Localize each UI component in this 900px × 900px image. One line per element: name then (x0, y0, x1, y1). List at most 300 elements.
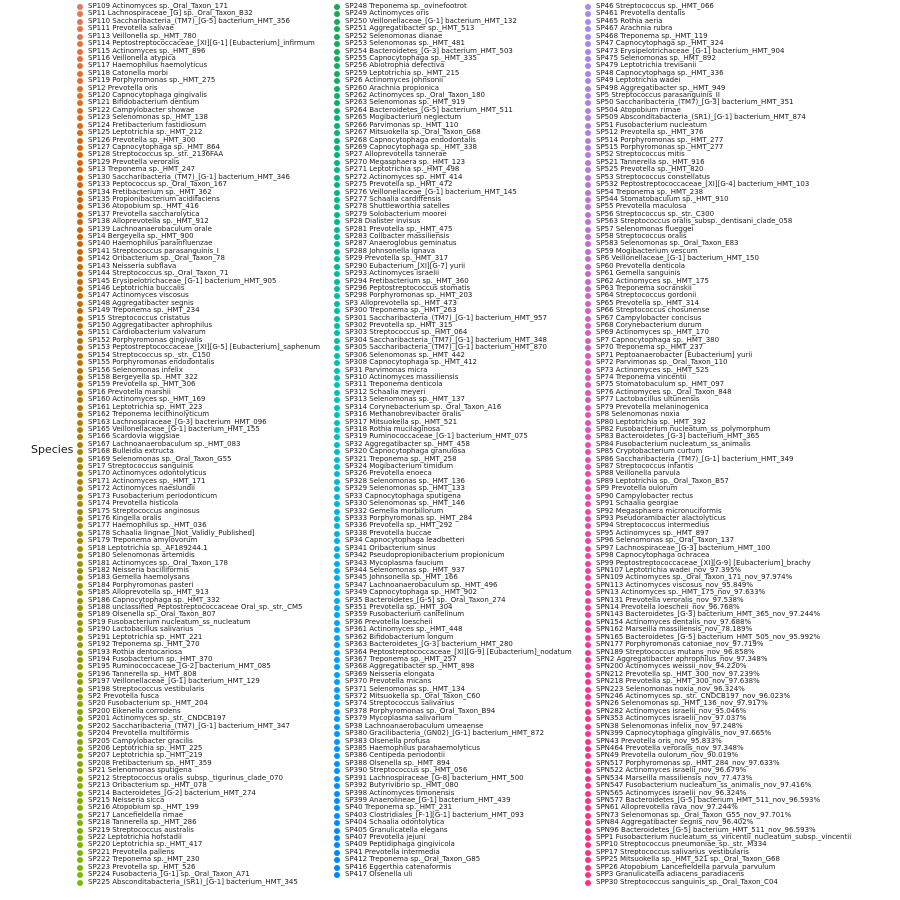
legend-swatch (77, 739, 83, 745)
legend-label: SP148 Aggregatibacter segnis (88, 298, 194, 307)
legend-label: SPN399 Capnocytophaga gingivalis_nov_97.665% (596, 729, 772, 738)
legend-swatch (77, 635, 83, 641)
legend-label: SP283 Collbacter massiliensis (345, 232, 450, 241)
legend-swatch (77, 26, 83, 32)
legend-swatch (585, 204, 591, 210)
legend-label: SP130 Saccharibacteria_(TM7)_[G-1] bacterium_HMT_346 (88, 172, 290, 181)
legend-label: SPN223 Selenomonas noxia_nov_96.324% (596, 684, 745, 693)
legend-swatch (77, 390, 83, 396)
legend-swatch (334, 175, 340, 181)
legend-title: Species (31, 443, 74, 456)
legend-label: SP267 Mitsuokella sp._Oral_Taxon_G68 (345, 128, 481, 137)
legend-swatch (585, 19, 591, 25)
legend-swatch (585, 768, 591, 774)
legend-swatch (585, 41, 591, 47)
legend-swatch (77, 731, 83, 737)
legend-label: SP220 Leptotrichia sp._HMT_417 (88, 840, 203, 849)
legend-label: SP269 Capnocytophaga sp._HMT_338 (345, 142, 477, 151)
legend-label: SP185 Alloprevotella sp._HMT_913 (88, 588, 209, 597)
legend-label: SPN109 Actinomyces sp._Oral_Taxon_171_nov_97.974% (596, 573, 793, 582)
legend-label: SP254 Bacteroidetes_[G-3] bacterium_HMT_503 (345, 46, 513, 55)
legend-label: SP369 Neisseria elongata (345, 669, 435, 678)
legend-label: SP147 Actinomyces viscosus (88, 291, 189, 300)
legend-label: SP319 Ruminococcaceae_[G-1] bacterium_HMT_075 (345, 432, 528, 441)
legend-swatch (334, 293, 340, 299)
legend-swatch (77, 323, 83, 329)
legend-label: SP390 Streptococcus sp._HMT_056 (345, 766, 468, 775)
legend-swatch (334, 212, 340, 218)
legend-label: SP55 Prevotella maculosa (596, 202, 687, 211)
legend-swatch (585, 26, 591, 32)
legend-swatch (334, 820, 340, 826)
legend-label: SP305 Saccharibacteria_(TM7)_[G-1] bacterium_HMT_870 (345, 343, 547, 352)
legend-swatch (334, 167, 340, 173)
legend-swatch (77, 405, 83, 411)
legend-swatch (585, 100, 591, 106)
legend-label: SP504 Atopobium rimae (596, 105, 681, 114)
legend-label: SP251 Aggregatibacter sp._HMT_513 (345, 24, 475, 33)
legend-swatch (77, 249, 83, 255)
legend-swatch (77, 375, 83, 381)
legend-swatch (585, 316, 591, 322)
legend-swatch (77, 687, 83, 693)
legend-swatch (334, 375, 340, 381)
legend-label: SP374 Streptococcus salivarius (345, 699, 455, 708)
legend-label: SP77 Lactobacillus ultunensis (596, 395, 700, 404)
legend-label: SP165 Veillonellaceae_[G-1] bacterium_HMT_155 (88, 424, 260, 433)
legend-swatch (334, 71, 340, 77)
legend-swatch (334, 731, 340, 737)
legend-swatch (585, 442, 591, 448)
legend-swatch (585, 590, 591, 596)
legend-label: SP117 Haemophilus haemolyticus (88, 61, 208, 70)
legend-swatch (334, 420, 340, 426)
legend-label: SP268 Capnocytophaga endodontalis (345, 135, 476, 144)
legend-label: SP475 Selenomonas sp._HMT_892 (596, 53, 716, 62)
legend-label: SP403 Clostridiales_[F-1][G-1] bacterium_HMT_093 (345, 810, 524, 819)
legend-label: SP367 Treponema sp._HMT_257 (345, 654, 457, 663)
legend-swatch (585, 375, 591, 381)
legend-swatch (77, 138, 83, 144)
legend-swatch (77, 241, 83, 247)
legend-label: SPN73 Selenomonas sp._Oral_Taxon_G55_nov_97.701% (596, 810, 792, 819)
legend-swatch (585, 538, 591, 544)
legend-swatch (334, 486, 340, 492)
legend-swatch (334, 86, 340, 92)
legend-swatch (77, 63, 83, 69)
legend-label: SP279 Solobacterium moorei (345, 209, 447, 218)
legend-label: SP206 Leptotrichia sp._HMT_225 (88, 744, 203, 752)
legend-swatch (77, 813, 83, 819)
legend-label: SP87 Streptococcus infantis (596, 462, 694, 471)
legend-label: SP525 Prevotella sp._HMT_820 (596, 165, 704, 174)
legend-label: SP153 Peptostreptococcaceae_[XI][G-5] [Eubacterium]_saphenum (88, 343, 321, 352)
legend-swatch (334, 598, 340, 604)
legend-swatch (334, 739, 340, 745)
legend-label: SP155 Porphyromonas endodontalis (88, 358, 215, 367)
legend-label: SP336 Prevotella sp._HMT_292 (345, 521, 453, 530)
legend-swatch (77, 93, 83, 99)
legend-label: SP72 Parvimonas sp._Oral_Taxon_110 (596, 358, 728, 367)
legend-label: SP65 Prevotella sp._HMT_314 (596, 298, 700, 307)
legend-swatch (77, 108, 83, 114)
legend-label: SP333 Porphyromonas sp._HMT_284 (345, 513, 473, 522)
legend-swatch (585, 123, 591, 129)
legend-label: SP256 Abiotrophia defectiva (345, 61, 445, 70)
legend-label: SP407 Prevotella jejuni (345, 833, 426, 842)
legend-swatch (585, 271, 591, 277)
legend-swatch (334, 865, 340, 871)
legend-swatch (334, 798, 340, 804)
legend-label: SP27 Alloprevotella tannerae (345, 150, 447, 159)
legend-label: SP318 Rothia mucilaginosa (345, 424, 441, 433)
legend-swatch (77, 442, 83, 448)
legend-swatch (77, 850, 83, 856)
legend-label: SP290 Eubacterium_[XI][G-7] yurii (345, 261, 466, 270)
legend-swatch (585, 360, 591, 366)
legend-swatch (77, 264, 83, 270)
legend-swatch (334, 338, 340, 344)
legend-label: SP281 Prevotella sp._HMT_475 (345, 224, 453, 233)
legend-label: SP174 Prevotella histicola (88, 499, 179, 508)
legend-label: SP293 Actinomyces israelii (345, 269, 440, 278)
legend-swatch (585, 531, 591, 537)
legend-label: SP378 Porphyromonas sp._Oral_Taxon_B94 (345, 706, 496, 715)
legend-swatch (585, 642, 591, 648)
legend-label: SP36 Prevotella loescheii (345, 617, 433, 626)
legend-swatch (77, 857, 83, 863)
legend-swatch (585, 182, 591, 188)
legend-label: SP275 Prevotella sp._HMT_472 (345, 180, 453, 189)
legend-swatch (334, 805, 340, 811)
legend-label: SP29 Prevotella sp._HMT_317 (345, 254, 449, 263)
legend-swatch (77, 746, 83, 752)
legend-swatch (585, 635, 591, 641)
legend-swatch (585, 687, 591, 693)
legend-swatch (334, 479, 340, 485)
legend-label: SP544 Stomatobaculum sp._HMT_910 (596, 194, 729, 203)
legend-label: SP345 Johnsonella sp._HMT_166 (345, 573, 458, 582)
legend-label: SP294 Fretibacterium sp._HMT_360 (345, 276, 469, 285)
legend-swatch (585, 4, 591, 10)
legend-label: SP20 Fusobacterium sp._HMT_204 (88, 699, 208, 708)
legend-label: SP28 Dialister invisus (345, 217, 421, 226)
legend-label: SP162 Treponema lecithinolyticum (88, 410, 210, 419)
legend-label: SP66 Streptococcus chosunense (596, 306, 710, 315)
legend-label: SP71 Peptoanaerobacter [Eubacterium] yurii (596, 350, 753, 359)
legend-swatch (585, 345, 591, 351)
legend-label: SP97 Lachnospiraceae_[G-3] bacterium_HMT_100 (596, 543, 771, 552)
legend-swatch (585, 368, 591, 374)
legend-label: SP152 Porphyromonas gingivalis (88, 335, 203, 344)
legend-label: SP93 Pseudoramibacter alactolyticus (596, 513, 726, 522)
legend-label: SP115 Actinomyces sp._HMT_896 (88, 46, 206, 55)
legend-label: SP134 Fretibacterium sp._HMT_362 (88, 187, 212, 196)
legend-swatch (334, 93, 340, 99)
legend-label: SP138 Alloprevotella sp._HMT_912 (88, 217, 209, 226)
legend-swatch (585, 86, 591, 92)
legend-swatch (585, 241, 591, 247)
legend-label: SP98 Capnocytophaga ochracea (596, 551, 710, 560)
legend-label: SP266 Parvimonas sp._HMT_110 (345, 120, 459, 129)
legend-label: SP167 Lachnoanaerobaculum sp._HMT_083 (88, 439, 241, 448)
legend-label: SPN49 Prevotella oulorum_nov_90.019% (596, 751, 739, 760)
legend-label: SP172 Actinomyces naeslundii (88, 484, 195, 493)
legend-label: SP121 Bifidobacterium dentium (88, 98, 200, 107)
legend-label: SP298 Porphyromonas sp._HMT_203 (345, 291, 473, 300)
legend-label: SP388 Olsenella sp._HMT_894 (345, 758, 451, 767)
legend-label: SPN14 Prevotella loescheii_nov_96.768% (596, 603, 740, 612)
legend-swatch (334, 234, 340, 240)
legend-swatch (334, 264, 340, 270)
legend-swatch (585, 353, 591, 359)
legend-label: SP342 Pseudopropionibacterium propionicum (345, 551, 505, 560)
legend-label: SP306 Selenomonas sp._HMT_442 (345, 350, 465, 359)
legend-swatch (77, 612, 83, 618)
legend-label: SP122 Campylobacter showae (88, 105, 195, 114)
legend-swatch (334, 145, 340, 151)
legend-label: SP32 Aggregatibacter sp._HMT_458 (345, 439, 470, 448)
legend-label: SP54 Treponema sp._HMT_238 (596, 187, 704, 196)
legend-label: SP473 Erysipelotrichaceae_[G-1] bacterium_HMT_904 (596, 46, 785, 55)
legend-label: SPN534 Marseilla massiliensis_nov_77.473% (596, 773, 753, 782)
legend-swatch (585, 78, 591, 84)
legend-label: SP260 Arachnia propionica (345, 83, 440, 92)
legend-swatch (77, 212, 83, 218)
legend-label: SPN189 Streptococcus mutans_nov_96.858% (596, 647, 755, 656)
legend-swatch (77, 553, 83, 559)
legend-swatch (585, 753, 591, 759)
legend-swatch (77, 412, 83, 418)
legend-swatch (585, 301, 591, 307)
legend-label: SP74 Treponema vincentii (596, 373, 687, 381)
legend-label: SP515 Porphyromonas sp._HMT_277 (596, 142, 724, 151)
legend-label: SP144 Streptococcus sp._Oral_Taxon_71 (88, 269, 229, 278)
legend-swatch (77, 115, 83, 121)
legend-swatch (334, 724, 340, 730)
legend-swatch (77, 642, 83, 648)
legend-label: SP136 Atopobium sp._HMT_416 (88, 202, 199, 211)
legend-swatch (77, 805, 83, 811)
legend-swatch (334, 612, 340, 618)
legend-swatch (77, 701, 83, 707)
legend-swatch (585, 427, 591, 433)
legend-swatch (77, 776, 83, 782)
legend-swatch (585, 167, 591, 173)
legend-label: SP7 Capnocytophaga sp._HMT_380 (596, 335, 720, 344)
legend-label: SP8 Selenomonas noxia (596, 410, 680, 419)
legend-swatch (334, 523, 340, 529)
legend-label: SP383 Olsenella profusa (345, 736, 431, 745)
legend-label: SP69 Actinomyces sp._HMT_170 (596, 328, 709, 337)
legend-swatch (585, 279, 591, 285)
legend-swatch (585, 145, 591, 151)
legend-swatch (334, 546, 340, 552)
legend-swatch (334, 368, 340, 374)
legend-swatch (585, 568, 591, 574)
legend-swatch (585, 412, 591, 418)
legend-swatch (77, 672, 83, 678)
legend-label: SP344 Selenomonas sp._HMT_937 (345, 565, 465, 574)
legend-swatch (334, 538, 340, 544)
legend-swatch (77, 279, 83, 285)
legend-swatch (334, 768, 340, 774)
legend-swatch (334, 249, 340, 255)
legend-label: SP215 Neisseria sicca (88, 795, 165, 804)
legend-label: SP321 Treponema sp._HMT_258 (345, 454, 457, 463)
legend-label: SP21 Selenomonas sputigena (88, 766, 192, 775)
legend-label: SP253 Selenomonas sp._HMT_481 (345, 39, 465, 48)
legend-swatch (334, 123, 340, 129)
legend-swatch (585, 449, 591, 455)
legend-label: SP197 Veillonellaceae_[G-1] bacterium_HMT_129 (88, 677, 260, 686)
legend-label: SPN547 Fusobacterium nucleatum_ss_animalis_nov_97.416% (596, 781, 812, 790)
legend-swatch (334, 397, 340, 403)
legend-label: SPN577 Bacteroidetes_[G-5] bacterium_HMT_511_nov_96.593% (596, 795, 821, 804)
legend-swatch (585, 746, 591, 752)
legend-swatch (585, 286, 591, 292)
legend-swatch (334, 182, 340, 188)
legend-label: SP114 Peptostreptococcaceae_[XI][G-1] [Eubacterium]_infirmum (88, 39, 315, 48)
legend-label: SP3 Alloprevotella sp._HMT_473 (345, 298, 457, 307)
legend-label: SP349 Capnocytophaga sp._HMT_902 (345, 588, 477, 597)
legend-label: SP60 Prevotella denticola (596, 261, 686, 270)
legend-swatch (334, 316, 340, 322)
legend-label: SP161 Leptotrichia sp._HMT_223 (88, 402, 203, 411)
legend-label: SP67 Campylobacter concisus (596, 313, 702, 322)
legend-label: SP468 Treponema sp._HMT_119 (596, 31, 708, 40)
legend-swatch (585, 835, 591, 841)
legend-label: SP278 Shuttleworthia satelles (345, 202, 450, 211)
legend-swatch (77, 130, 83, 136)
legend-label: SP255 Capnocytophaga sp._HMT_335 (345, 53, 477, 62)
legend-label: SP124 Fretibacterium fastidiosum (88, 120, 207, 129)
legend-label: SPN165 Bacteroidetes_[G-5] bacterium_HMT_505_nov_95.992% (596, 632, 821, 641)
legend-label: SP6 Veillonellaceae_[G-1] bacterium_HMT_150 (596, 254, 759, 263)
legend-label: SP248 Treponema sp._ovinefootrot (345, 2, 467, 10)
legend-swatch (585, 820, 591, 826)
legend-swatch (585, 731, 591, 737)
legend-swatch (77, 598, 83, 604)
legend-swatch (334, 390, 340, 396)
legend-swatch (585, 471, 591, 477)
legend-swatch (77, 716, 83, 722)
legend-label: SPN162 Marseilla massiliensis_nov_78.189% (596, 625, 753, 634)
legend-swatch (334, 605, 340, 611)
legend-swatch (77, 590, 83, 596)
legend-swatch (585, 553, 591, 559)
legend-swatch (77, 486, 83, 492)
legend-swatch (77, 19, 83, 25)
legend-swatch (77, 286, 83, 292)
legend-label: SP52 Streptococcus mitis (596, 150, 685, 159)
legend-swatch (585, 71, 591, 77)
legend-label: SP26 Actinomyces johnsonii (345, 76, 444, 85)
legend-label: SPN61 Alloprevotella rava_nov_97.244% (596, 803, 738, 812)
legend-swatch (334, 679, 340, 685)
legend-label: SP79 Prevotella melaninogenica (596, 402, 709, 411)
legend-swatch (585, 338, 591, 344)
legend-label: SP160 Actinomyces sp._HMT_169 (88, 395, 206, 404)
legend-label: SP467 Arachnia rubra (596, 24, 673, 33)
legend-swatch (585, 561, 591, 567)
legend-swatch (77, 650, 83, 656)
legend-swatch (77, 761, 83, 767)
legend-label: SP133 Peptococcus sp._Oral_Taxon_167 (88, 180, 227, 189)
legend-label: SP219 Streptococcus australis (88, 825, 194, 834)
legend-swatch (585, 397, 591, 403)
legend-label: SP252 Selenomonas dianae (345, 31, 443, 40)
legend-swatch (334, 382, 340, 388)
legend-label: SPN143 Bacteroidetes_[G-3] bacterium_HMT_365_nov_97.244% (596, 610, 821, 619)
legend-label: SP368 Aggregatibacter sp._HMT_898 (345, 662, 475, 671)
legend-label: SP338 Prevotella buccae (345, 528, 432, 537)
legend-label: SP58 Streptococcus oralis (596, 232, 687, 241)
legend-swatch (334, 850, 340, 856)
legend-swatch (334, 301, 340, 307)
legend-swatch (77, 360, 83, 366)
legend-swatch (585, 694, 591, 700)
legend-swatch (77, 798, 83, 804)
legend-label: SP287 Anaeroglobus geminatus (345, 239, 457, 248)
legend-swatch (334, 687, 340, 693)
legend-label: SP48 Capnocytophaga sp._HMT_336 (596, 68, 724, 77)
legend-swatch (585, 791, 591, 797)
legend-swatch (334, 345, 340, 351)
legend-swatch (77, 509, 83, 515)
legend-swatch (334, 835, 340, 841)
legend-swatch (585, 598, 591, 604)
legend-swatch (77, 316, 83, 322)
legend-label: SP182 Neisseria bacilliformis (88, 565, 189, 574)
legend-swatch (585, 761, 591, 767)
legend-label: SP113 Veillonella sp._HMT_780 (88, 31, 197, 40)
legend-label: SP224 Fusobacteria_[G-1] sp._Oral_Taxon_A71 (88, 870, 250, 879)
legend-label: SP151 Cardiobacterium valvarum (88, 328, 206, 337)
legend-label: SP19 Fusobacterium nucleatum_ss_nucleatum (88, 617, 251, 626)
legend-label: SP303 Streptococcus sp._HMT_064 (345, 328, 468, 337)
legend-swatch (77, 627, 83, 633)
legend-swatch (585, 190, 591, 196)
legend-swatch (77, 293, 83, 299)
legend-label: SP84 Fusobacterium nucleatum_ss_animalis (596, 439, 751, 448)
legend-swatch (77, 457, 83, 463)
legend-label: SP175 Streptococcus anginosus (88, 506, 200, 515)
legend-swatch (585, 627, 591, 633)
legend-label: SPN200 Actinomyces weissii_nov_94.220% (596, 662, 747, 671)
legend-swatch (585, 850, 591, 856)
legend-label: SP208 Fretibacterium sp._HMT_359 (88, 758, 212, 767)
legend-swatch (585, 49, 591, 55)
legend-label: SP126 Prevotella sp._HMT_300 (88, 135, 196, 144)
legend-label: SP140 Haemophilus parainfluenzae (88, 239, 213, 248)
legend-label: SP198 Streptococcus vestibularis (88, 684, 205, 693)
legend-label: SP201 Actinomyces sp._str._CNDCB197 (88, 714, 226, 723)
legend-swatch (77, 100, 83, 106)
legend-label: SP90 Campylobacter rectus (596, 491, 694, 500)
legend-swatch (334, 190, 340, 196)
legend-label: SP80 Leptotrichia sp._HMT_392 (596, 417, 706, 426)
legend-label: SP311 Treponema denticola (345, 380, 443, 389)
legend-swatch (77, 86, 83, 92)
legend-swatch (334, 63, 340, 69)
legend-swatch (77, 538, 83, 544)
legend-label: SPN131 Prevotella veroralis_nov_97.538% (596, 595, 744, 604)
legend-swatch (77, 546, 83, 552)
legend-swatch (77, 308, 83, 314)
legend-swatch (585, 63, 591, 69)
legend-swatch (77, 330, 83, 336)
